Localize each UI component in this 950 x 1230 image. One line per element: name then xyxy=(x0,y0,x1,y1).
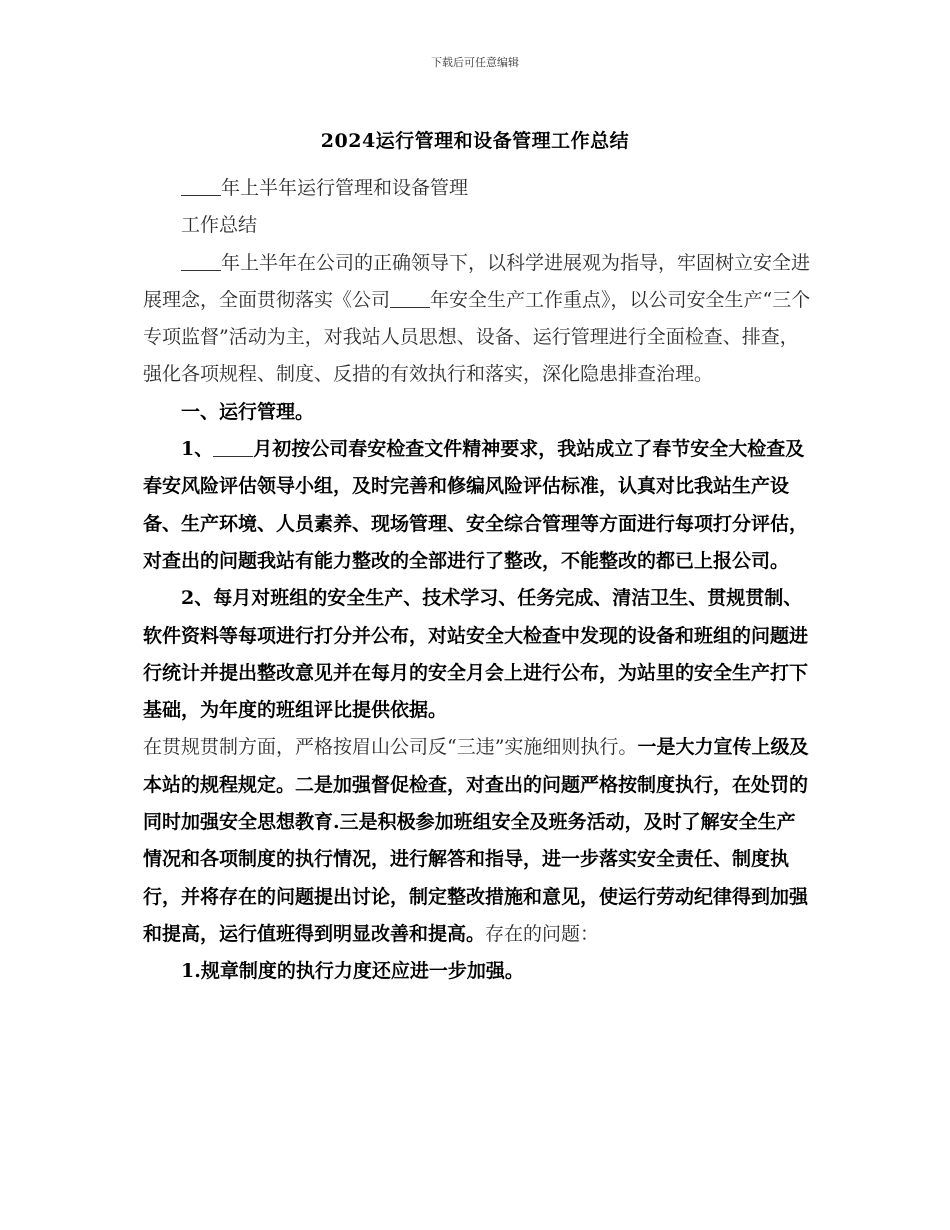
blank-underline xyxy=(390,287,430,308)
document-title: 2024运行管理和设备管理工作总结 xyxy=(320,130,630,152)
item-1-text: 月初按公司春安检查文件精神要求，我站成立了春节安全大检查及春安风险评估领导小组，及时完善和修编风险评估标准，认真对比我站生产设备、生产环境、人员素养、现场管理、安全综合管理等方面进行每项打分评估，对查出的问题我站有能力整改的全部进行了整改，不能整改的都已上报公司。 xyxy=(143,438,809,572)
intro-line-2: 工作总结 xyxy=(181,214,258,237)
document-body xyxy=(143,170,811,991)
blank-underline xyxy=(181,175,221,196)
paragraph-3-bold: 一是大力宣传上级及本站的规程规定。二是加强督促检查，对查出的问题严格按制度执行，在处罚的同时加强安全思想教育.三是积极参加班组安全及班务活动，及时了解安全生产情况和各项制度的执行情况，进行解答和指导，进一步落实安全责任、制度执行，并将存在的问题提出讨论，制定整改措施和意见，使运行劳动纪律得到加强和提高，运行值班得到明显改善和提高。 xyxy=(143,736,809,945)
item-1 xyxy=(143,431,811,580)
paragraph-1-text-a: 年上半年在公司的正确领导下，以科学进展观为指导，牢固树立安全进展理念，全面贯彻落实《公司 xyxy=(143,251,811,311)
paragraph-1-text-b: 年安全生产工作重点》，以公司安全生产“三个专项监督”活动为主，对我站人员思想、设备、运行管理进行全面检查、排查，强化各项规程、制度、反措的有效执行和落实，深化隐患排查治理。 xyxy=(143,288,811,386)
intro-line-1 xyxy=(143,170,811,207)
blank-underline xyxy=(213,436,253,457)
section-heading-1: 一、运行管理。 xyxy=(181,400,315,423)
item-2: 2、每月对班组的安全生产、技术学习、任务完成、清洁卫生、贯规贯制、软件资料等每项进行打分并公布，对站安全大检查中发现的设备和班组的问题进行统计并提出整改意见并在每月的安全月会上进行公布，为站里的安全生产打下基础，为年度的班组评比提供依据。 xyxy=(143,587,809,722)
header-note: 下载后可任意编辑 xyxy=(431,56,519,69)
paragraph-3-normal: 在贯规贯制方面，严格按眉山公司反“三违”实施细则执行。 xyxy=(143,736,638,759)
paragraph-3-tail: 存在的问题： xyxy=(485,922,600,945)
blank-underline xyxy=(181,250,221,271)
paragraph-1 xyxy=(143,245,811,394)
item-last: 1.规章制度的执行力度还应进一步加强。 xyxy=(181,960,524,983)
intro-line-1-text: 年上半年运行管理和设备管理 xyxy=(221,177,469,199)
item-1-prefix: 1、 xyxy=(181,438,214,461)
paragraph-3 xyxy=(143,729,811,953)
